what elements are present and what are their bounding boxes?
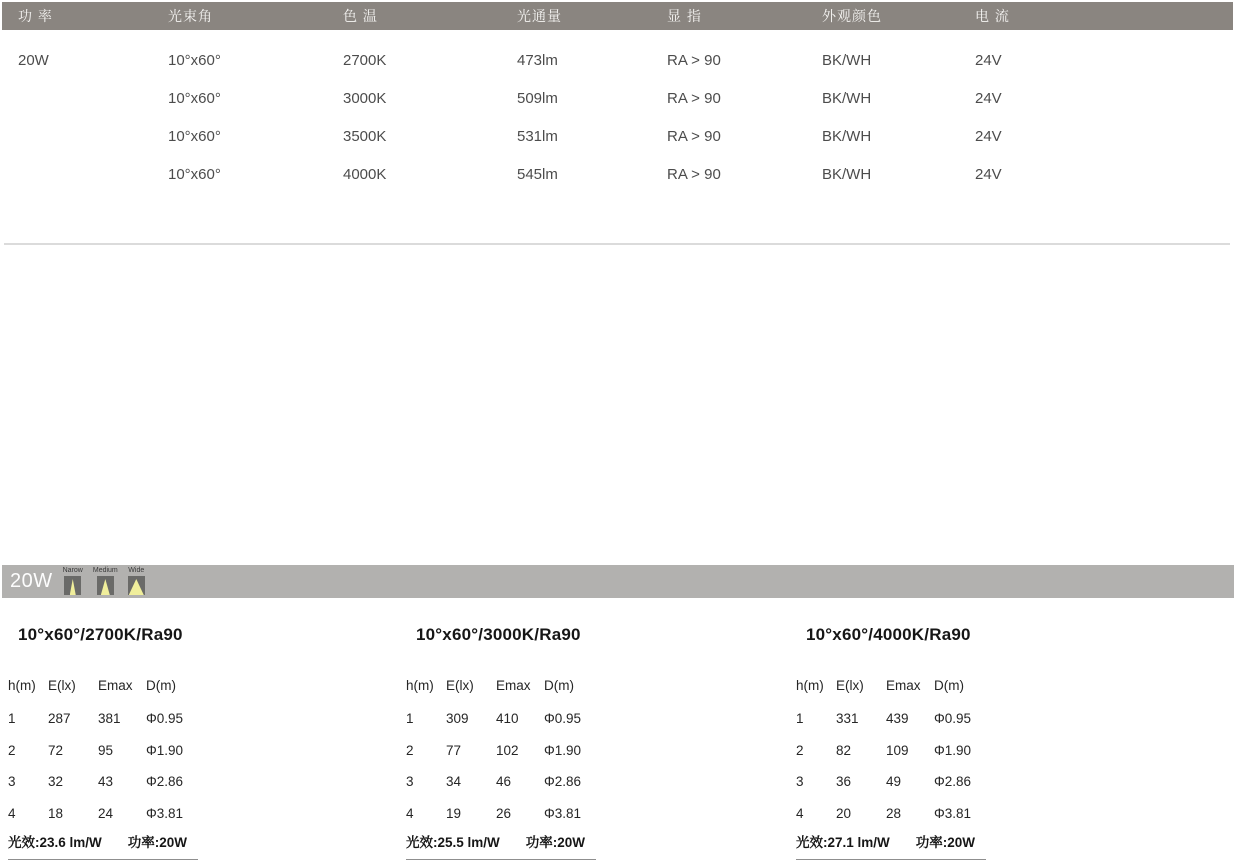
wide-beam-icon [128,576,145,595]
photometric-title: 10°x60°/2700K/Ra90 [18,625,183,644]
col-e: E(lx) [446,678,474,693]
table-row: 2 77 102 Φ1.90 [406,742,582,758]
beam-option-narrow [63,567,83,595]
cell-cct: 4000K [343,166,387,183]
efficacy-value: 光效:27.1 lm/W [796,835,890,850]
table-row: 2 82 109 Φ1.90 [796,742,972,758]
col-header-cri: 显 指 [667,8,702,24]
col-emax: Emax [886,678,921,693]
medium-beam-icon [97,576,114,595]
photometric-header [406,678,616,693]
photometric-title: 10°x60°/4000K/Ra90 [806,625,971,644]
power-value: 功率:20W [915,835,976,850]
efficacy-value: 光效:23.6 lm/W [8,835,102,850]
cell-finish: BK/WH [822,166,872,183]
cell-beam: 10°x60° [168,128,221,145]
table-row [2,80,1233,118]
photometric-footer [8,831,198,860]
cell-power [18,118,168,156]
cell-cri: RA > 90 [667,128,721,145]
photometric-body [8,703,218,829]
cell-power [18,156,168,194]
col-h: h(m) [796,678,824,693]
cell-finish: BK/WH [822,52,872,69]
cell-flux: 473lm [517,52,558,69]
col-h: h(m) [406,678,434,693]
cell-beam: 10°x60° [168,166,221,183]
cell-flux: 531lm [517,128,558,145]
cell-cct: 2700K [343,52,387,69]
col-d: D(m) [934,678,964,693]
photometric-footer [406,831,596,860]
narrow-beam-icon [64,576,81,595]
cell-power [18,80,168,118]
table-row [2,118,1233,156]
cell-cct: 3000K [343,90,387,107]
beam-option-wide [128,567,145,595]
photometric-table-4000k [796,612,1006,860]
table-row: 4 18 24 Φ3.81 [8,805,184,821]
cell-finish: BK/WH [822,128,872,145]
col-d: D(m) [544,678,574,693]
table-row [2,156,1233,194]
spec-table-header [2,2,1233,30]
table-row: 3 34 46 Φ2.86 [406,774,582,789]
table-row: 1 331 439 Φ0.95 [796,711,972,726]
col-header-finish: 外观颜色 [822,8,882,24]
col-header-flux: 光通量 [517,8,562,24]
table-row: 1 309 410 Φ0.95 [406,711,582,726]
col-emax: Emax [496,678,531,693]
photometric-footer [796,831,986,860]
col-d: D(m) [146,678,176,693]
cell-current: 24V [975,90,1002,107]
cell-finish: BK/WH [822,90,872,107]
cell-flux: 545lm [517,166,558,183]
cell-beam: 10°x60° [168,90,221,107]
photometric-header [796,678,1006,693]
col-e: E(lx) [48,678,76,693]
power-value: 功率:20W [525,835,586,850]
col-emax: Emax [98,678,133,693]
cell-cri: RA > 90 [667,166,721,183]
table-row: 4 20 28 Φ3.81 [796,805,972,821]
medium-label: Medium [92,567,118,574]
photometric-body [406,703,616,829]
beam-band [2,565,1234,598]
photometric-header [8,678,218,693]
narrow-label: Narow [62,567,83,574]
cell-cct: 3500K [343,128,387,145]
table-row: 3 32 43 Φ2.86 [8,774,184,789]
cell-flux: 509lm [517,90,558,107]
photometric-body [796,703,1006,829]
table-row: 1 287 381 Φ0.95 [8,711,184,726]
col-e: E(lx) [836,678,864,693]
cell-cri: RA > 90 [667,90,721,107]
cell-current: 24V [975,128,1002,145]
col-header-beam-angle: 光束角 [168,8,213,24]
col-header-current: 电 流 [975,8,1010,24]
cell-current: 24V [975,52,1002,69]
photometric-table-2700k [8,612,218,860]
table-row: 3 36 49 Φ2.86 [796,774,972,789]
photometric-title: 10°x60°/3000K/Ra90 [416,625,581,644]
beam-option-medium [93,567,118,595]
cell-power: 20W [18,52,49,69]
cell-beam: 10°x60° [168,52,221,69]
col-header-cct: 色 温 [343,8,378,24]
cell-cri: RA > 90 [667,52,721,69]
power-value: 功率:20W [127,835,188,850]
col-h: h(m) [8,678,36,693]
table-row: 4 19 26 Φ3.81 [406,805,582,821]
beam-options [63,567,155,598]
table-row [2,42,1233,80]
spec-table-body [2,42,1233,194]
spec-table [2,2,1233,194]
cell-current: 24V [975,166,1002,183]
efficacy-value: 光效:25.5 lm/W [406,835,500,850]
col-header-power: 功 率 [18,8,53,24]
wide-label: Wide [128,567,145,574]
photometric-table-3000k [406,612,616,860]
band-power-label: 20W [10,570,53,592]
table-row: 2 72 95 Φ1.90 [8,742,184,758]
section-divider [4,243,1230,245]
